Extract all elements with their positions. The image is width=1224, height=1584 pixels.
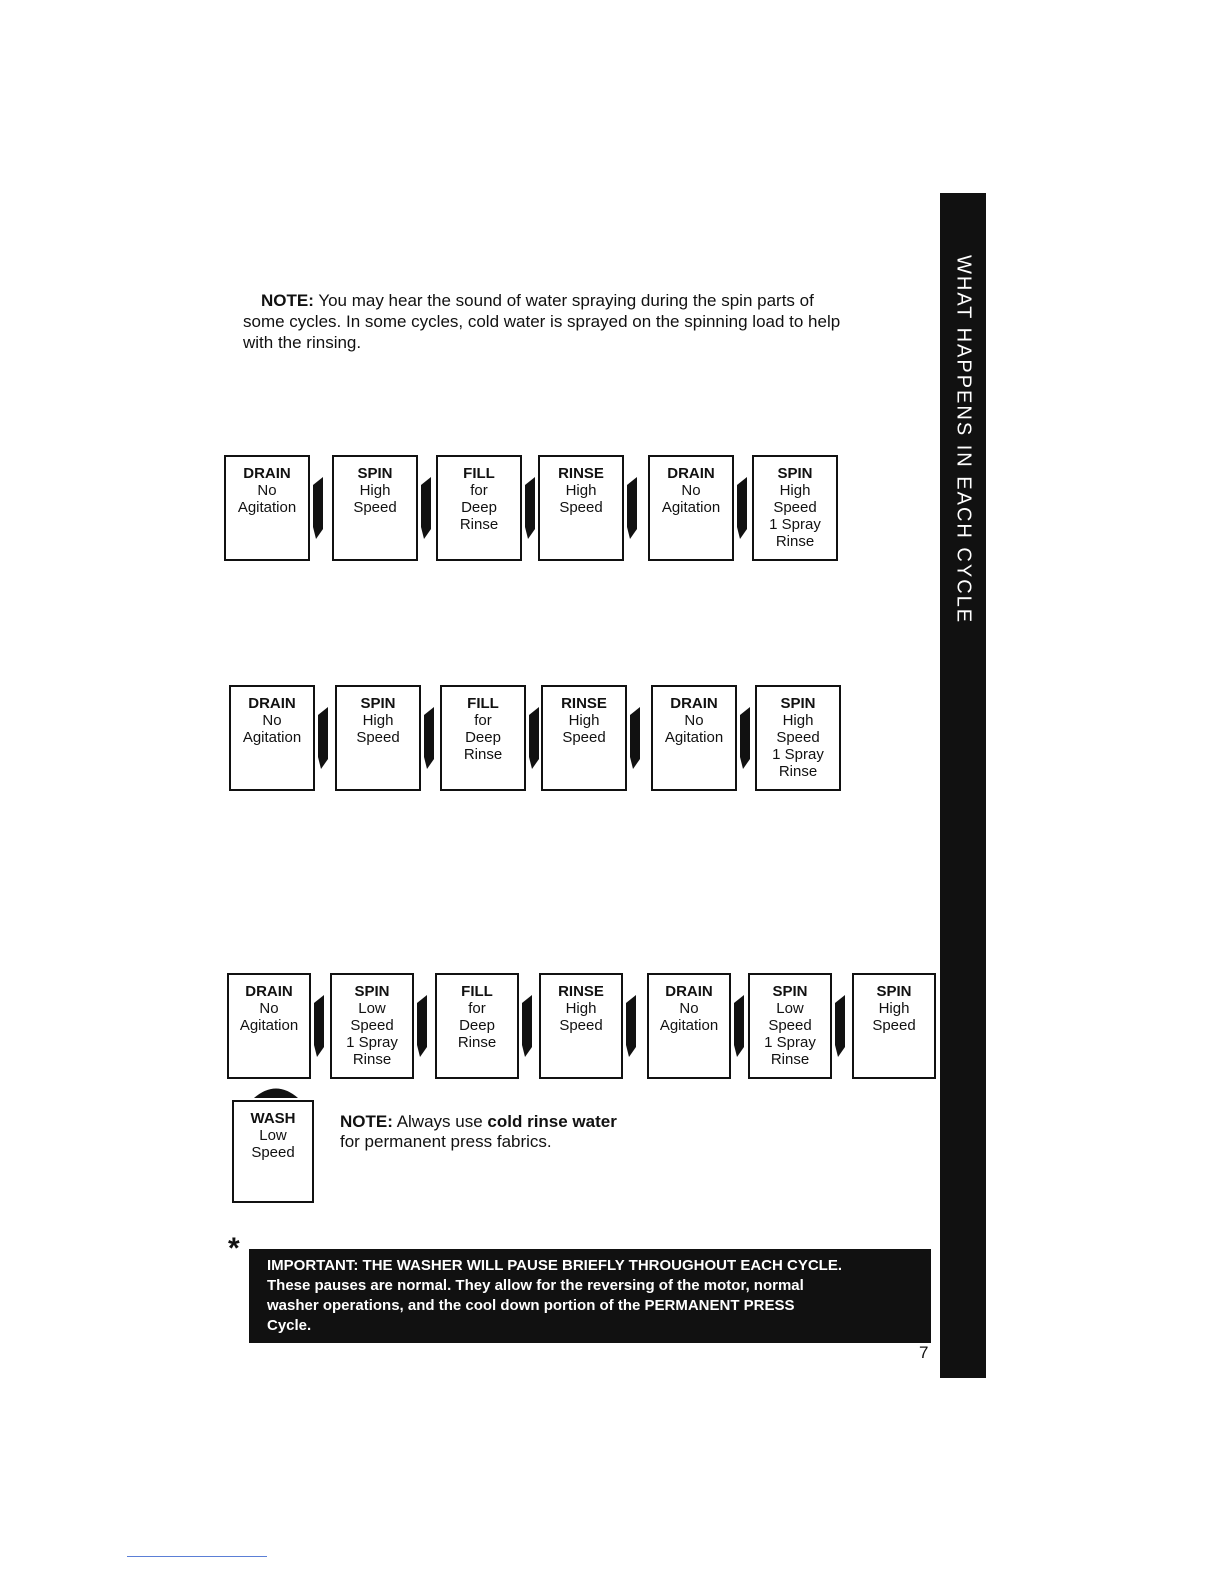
step-title: DRAIN <box>665 983 713 1000</box>
note-top-line1: You may hear the sound of water spraying during the spin parts of <box>318 291 814 310</box>
step-title: DRAIN <box>248 695 296 712</box>
step-line: Low <box>776 1000 804 1017</box>
cycle-step-box <box>330 973 414 1079</box>
page-number: 7 <box>919 1343 929 1362</box>
cycle-step-box <box>435 973 519 1079</box>
step-line: No <box>681 482 701 499</box>
step-title: DRAIN <box>245 983 293 1000</box>
step-title: SPIN <box>354 983 390 1000</box>
note-top <box>243 290 933 353</box>
note-top-line2: some cycles. In some cycles, cold water is sprayed on the spinning load to help <box>243 312 841 331</box>
side-tab <box>940 193 986 1378</box>
step-title: DRAIN <box>670 695 718 712</box>
cycle-step-box <box>541 685 627 791</box>
step-line: 1 Spray <box>769 516 821 533</box>
step-line: Rinse <box>457 1034 497 1051</box>
step-line: Deep <box>465 729 501 746</box>
step-line: 1 Spray <box>346 1034 398 1051</box>
cycle-step-box <box>440 685 526 791</box>
step-line: High <box>878 1000 910 1017</box>
cycle-step-box <box>852 973 936 1079</box>
cycle-step-box <box>538 455 624 561</box>
step-line: Speed <box>559 499 603 516</box>
flow-arrow-icon <box>529 707 539 769</box>
up-arrow-icon <box>254 1083 298 1099</box>
step-line: High <box>359 482 391 499</box>
footer-rule <box>127 1556 267 1557</box>
important-line3: washer operations, and the cool down portion of the PERMANENT PRESS <box>267 1297 795 1314</box>
note-bottom-line2: for permanent press fabrics. <box>340 1132 552 1151</box>
step-line: Low <box>358 1000 386 1017</box>
step-line: Rinse <box>775 533 815 550</box>
step-line: Rinse <box>778 763 818 780</box>
side-tab-label: WHAT HAPPENS IN EACH CYCLE <box>952 255 975 625</box>
flow-arrow-icon <box>318 707 328 769</box>
step-title: FILL <box>467 695 499 712</box>
flow-arrow-icon <box>525 477 535 539</box>
step-title: RINSE <box>561 695 607 712</box>
cycle-step-box <box>332 455 418 561</box>
step-line: High <box>779 482 811 499</box>
note-bottom-label: NOTE: <box>340 1112 393 1131</box>
flow-arrow-icon <box>424 707 434 769</box>
note-bottom-text: Always use <box>396 1112 483 1131</box>
step-line: Speed <box>356 729 400 746</box>
cycle-step-box <box>335 685 421 791</box>
step-line: Speed <box>353 499 397 516</box>
flow-arrow-icon <box>737 477 747 539</box>
step-title: FILL <box>463 465 495 482</box>
step-title: SPIN <box>876 983 912 1000</box>
step-line: Agitation <box>664 729 724 746</box>
step-line: for <box>474 712 492 729</box>
step-line: Speed <box>559 1017 603 1034</box>
step-line: Speed <box>768 1017 812 1034</box>
cycle-step-box <box>651 685 737 791</box>
step-line: Rinse <box>463 746 503 763</box>
cycle-step-box <box>755 685 841 791</box>
flow-arrow-icon <box>630 707 640 769</box>
cycle-step-box <box>648 455 734 561</box>
step-line: Speed <box>872 1017 916 1034</box>
step-line: Rinse <box>770 1051 810 1068</box>
step-title: SPIN <box>777 465 813 482</box>
step-line: Speed <box>350 1017 394 1034</box>
important-banner <box>249 1249 931 1343</box>
important-line2: These pauses are normal. They allow for the reversing of the motor, normal <box>267 1277 804 1294</box>
step-title: RINSE <box>558 465 604 482</box>
step-line: No <box>262 712 282 729</box>
step-title: SPIN <box>357 465 393 482</box>
step-line: 1 Spray <box>772 746 824 763</box>
step-line: for <box>468 1000 486 1017</box>
step-line: Agitation <box>237 499 297 516</box>
step-line: No <box>259 1000 279 1017</box>
note-bottom <box>340 1112 617 1152</box>
step-line: Agitation <box>659 1017 719 1034</box>
step-line: No <box>257 482 277 499</box>
flow-arrow-icon <box>313 477 323 539</box>
cycle-step-box <box>647 973 731 1079</box>
wash-step-box <box>232 1100 314 1203</box>
step-line: Low <box>259 1127 287 1144</box>
step-line: Speed <box>251 1144 295 1161</box>
step-line: 1 Spray <box>764 1034 816 1051</box>
cycle-step-box <box>748 973 832 1079</box>
cycle-step-box <box>539 973 623 1079</box>
step-line: for <box>470 482 488 499</box>
step-line: Agitation <box>661 499 721 516</box>
step-title: WASH <box>250 1110 296 1127</box>
cycle-step-box <box>436 455 522 561</box>
step-line: High <box>565 482 597 499</box>
flow-arrow-icon <box>740 707 750 769</box>
cycle-step-box <box>752 455 838 561</box>
step-line: Deep <box>461 499 497 516</box>
step-line: Speed <box>773 499 817 516</box>
flow-arrow-icon <box>522 995 532 1057</box>
flow-arrow-icon <box>417 995 427 1057</box>
note-bottom-emphasis: cold rinse water <box>487 1112 617 1131</box>
flow-arrow-icon <box>835 995 845 1057</box>
important-line4: Cycle. <box>267 1317 312 1334</box>
step-line: High <box>568 712 600 729</box>
cycle-step-box <box>224 455 310 561</box>
step-title: FILL <box>461 983 493 1000</box>
important-line1: IMPORTANT: THE WASHER WILL PAUSE BRIEFLY THROUGHOUT EACH CYCLE. <box>267 1257 843 1274</box>
flow-arrow-icon <box>626 995 636 1057</box>
step-title: SPIN <box>780 695 816 712</box>
step-title: RINSE <box>558 983 604 1000</box>
cycle-step-box <box>229 685 315 791</box>
flow-arrow-icon <box>627 477 637 539</box>
flow-arrow-icon <box>421 477 431 539</box>
note-top-line3: with the rinsing. <box>243 333 362 352</box>
note-top-label: NOTE: <box>261 291 314 310</box>
asterisk-mark: * <box>228 1232 240 1265</box>
step-line: Speed <box>776 729 820 746</box>
flow-arrow-icon <box>734 995 744 1057</box>
step-title: DRAIN <box>243 465 291 482</box>
step-line: Rinse <box>459 516 499 533</box>
step-line: High <box>565 1000 597 1017</box>
step-line: Agitation <box>242 729 302 746</box>
step-line: No <box>684 712 704 729</box>
step-line: No <box>679 1000 699 1017</box>
step-line: Speed <box>562 729 606 746</box>
step-title: DRAIN <box>667 465 715 482</box>
cycle-step-box <box>227 973 311 1079</box>
step-line: Rinse <box>352 1051 392 1068</box>
step-line: High <box>782 712 814 729</box>
step-line: High <box>362 712 394 729</box>
step-line: Agitation <box>239 1017 299 1034</box>
step-title: SPIN <box>360 695 396 712</box>
step-title: SPIN <box>772 983 808 1000</box>
flow-arrow-icon <box>314 995 324 1057</box>
step-line: Deep <box>459 1017 495 1034</box>
